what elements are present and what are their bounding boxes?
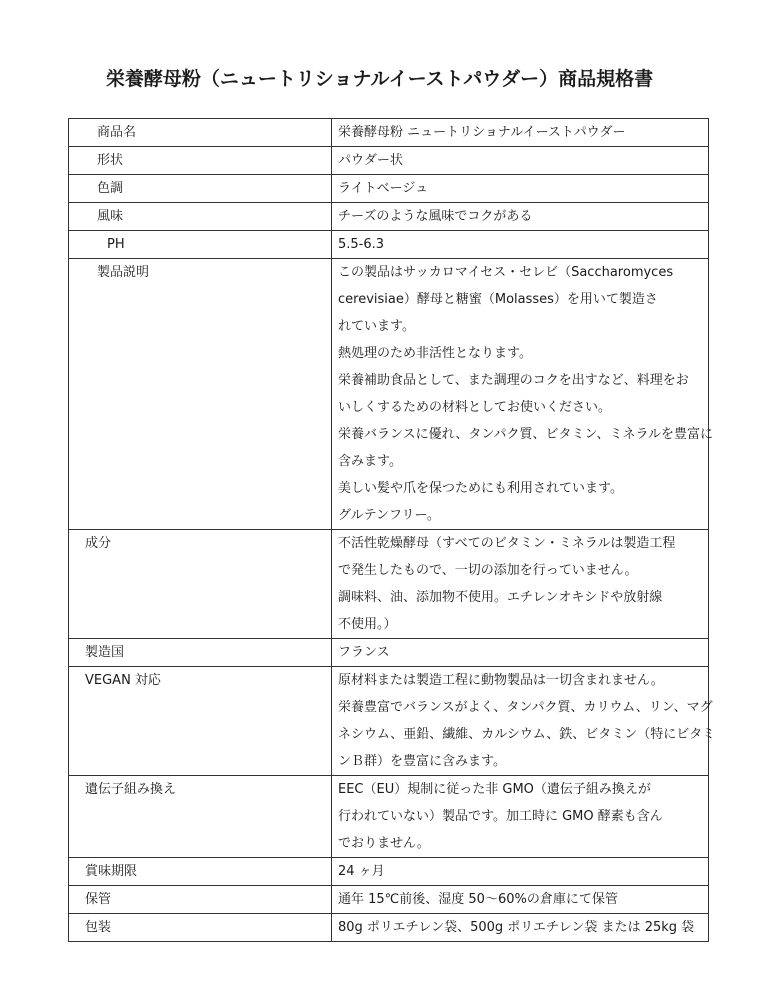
value-packaging: 80g ポリエチレン袋、500g ポリエチレン袋 または 25kg 袋 <box>338 920 695 935</box>
value-gmo-line: EEC（EU）規制に従った非 GMO（遺伝子組み換えが <box>338 782 651 797</box>
value-description-line: 含みます。 <box>338 454 402 469</box>
value-gmo-line: でおりません。 <box>338 836 430 851</box>
label-form: 形状 <box>97 153 124 168</box>
value-description-line: 熱処理のため非活性となります。 <box>338 346 532 361</box>
label-cell <box>69 231 332 259</box>
label-country: 製造国 <box>85 645 125 660</box>
value-cell <box>332 231 709 259</box>
row-flavor <box>69 203 709 231</box>
value-storage: 通年 15℃前後、湿度 50～60%の倉庫にて保管 <box>338 892 618 907</box>
value-description-line: 栄養バランスに優れ、タンパク質、ビタミン、ミネラルを豊富に <box>338 427 714 442</box>
value-ingredients-line: 不活性乾燥酵母（すべてのビタミン・ミネラルは製造工程 <box>338 536 676 551</box>
value-description-line: 栄養補助食品として、また調理のコクを出すなど、料理をお <box>338 373 689 388</box>
label-vegan: VEGAN 対応 <box>85 673 161 688</box>
value-form: パウダー状 <box>338 153 403 168</box>
value-cell <box>332 175 709 203</box>
value-cell <box>332 203 709 231</box>
value-ingredients-line: 不使用。） <box>338 617 397 632</box>
label-color: 色調 <box>97 181 124 196</box>
label-cell <box>69 203 332 231</box>
value-cell <box>332 886 709 914</box>
value-description-line: グルテンフリー。 <box>338 508 440 523</box>
value-shelf-life: 24 ヶ月 <box>338 864 385 879</box>
value-gmo-line: 行われていない）製品です。加工時に GMO 酵素も含ん <box>338 809 663 824</box>
row-ingredients <box>69 530 709 639</box>
row-storage <box>69 886 709 914</box>
value-description-line: この製品はサッカロマイセス・セレビ（Saccharomyces <box>338 265 674 280</box>
value-description-line: 美しい髪や爪を保つためにも利用されています。 <box>338 481 623 496</box>
row-product-name <box>69 119 709 147</box>
value-cell <box>332 259 714 530</box>
value-color: ライトベージュ <box>338 181 429 196</box>
value-description-line: れています。 <box>338 319 415 334</box>
row-shelf-life <box>69 858 709 886</box>
value-cell <box>332 776 709 858</box>
row-gmo <box>69 776 709 858</box>
value-cell <box>332 530 709 639</box>
label-packaging: 包装 <box>85 920 112 935</box>
value-vegan-line: ネシウム、亜鉛、繊維、カルシウム、鉄、ビタミン（特にビタミ <box>338 727 716 742</box>
value-vegan-line: 原材料または製造工程に動物製品は一切含まれません。 <box>338 673 664 688</box>
row-packaging <box>69 914 709 942</box>
label-cell <box>69 119 332 147</box>
value-cell <box>332 858 709 886</box>
label-cell <box>69 886 332 914</box>
label-description: 製品説明 <box>97 265 150 280</box>
spec-table <box>68 118 716 942</box>
row-vegan <box>69 667 709 776</box>
label-cell <box>69 858 332 886</box>
value-vegan-line: 栄養豊富でバランスがよく、タンパク質、カリウム、リン、マグ <box>338 700 713 715</box>
row-color <box>69 175 709 203</box>
label-ph: PH <box>107 237 125 252</box>
label-cell <box>69 667 332 776</box>
document-title: 栄養酵母粉（ニュートリショナルイーストパウダー）商品規格書 <box>105 68 654 90</box>
label-cell <box>69 914 332 942</box>
value-cell <box>332 147 709 175</box>
value-ingredients-line: で発生したもので、一切の添加を行っていません。 <box>338 563 638 578</box>
label-ingredients: 成分 <box>85 536 112 551</box>
value-ingredients-line: 調味料、油、添加物不使用。エチレンオキシドや放射線 <box>338 590 663 605</box>
value-country: フランス <box>338 645 390 660</box>
row-country <box>69 639 709 667</box>
label-cell <box>69 259 332 530</box>
value-cell <box>332 667 716 776</box>
value-description-line: いしくするための材料としてお使いください。 <box>338 400 612 415</box>
value-cell <box>332 914 709 942</box>
row-description <box>69 259 709 530</box>
label-cell <box>69 639 332 667</box>
label-product-name: 商品名 <box>97 125 137 140</box>
value-product-name: 栄養酵母粉 ニュートリショナルイーストパウダー <box>338 125 626 140</box>
label-shelf-life: 賞味期限 <box>85 864 138 879</box>
label-cell <box>69 530 332 639</box>
value-flavor: チーズのような風味でコクがある <box>338 209 533 224</box>
label-storage: 保管 <box>85 892 112 907</box>
label-cell <box>69 147 332 175</box>
value-description-line: cerevisiae）酵母と糖蜜（Molasses）を用いて製造さ <box>338 292 658 307</box>
label-cell <box>69 776 332 858</box>
value-cell <box>332 119 709 147</box>
value-cell <box>332 639 709 667</box>
value-ph: 5.5-6.3 <box>338 237 385 252</box>
row-ph <box>69 231 709 259</box>
value-vegan-line: ンＢ群）を豊富に含みます。 <box>338 754 506 769</box>
label-cell <box>69 175 332 203</box>
label-gmo: 遺伝子組み換え <box>85 782 177 797</box>
label-flavor: 風味 <box>97 209 124 224</box>
row-form <box>69 147 709 175</box>
